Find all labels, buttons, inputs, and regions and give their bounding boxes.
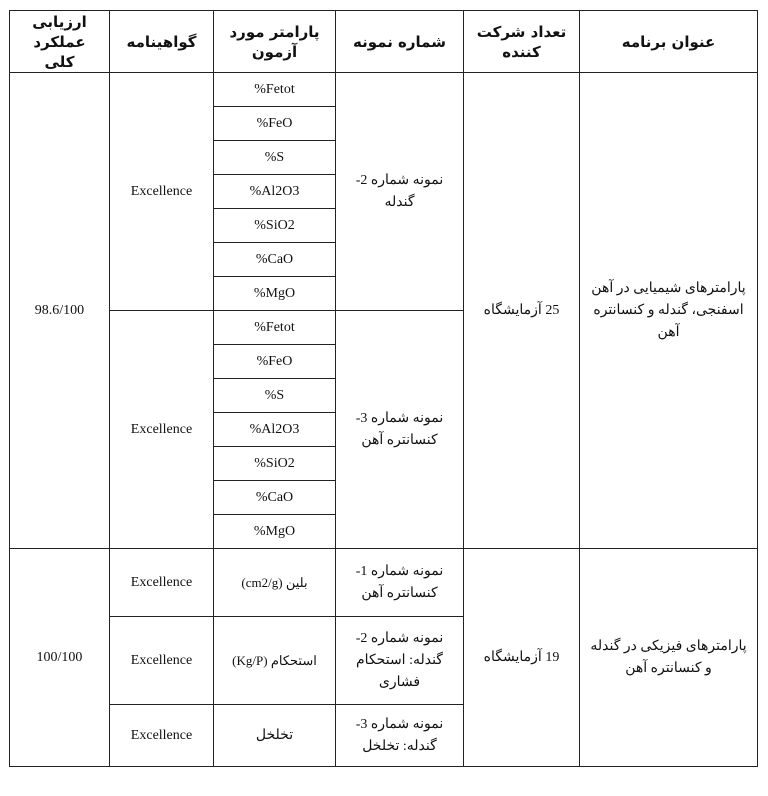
parameter-cell: %CaO xyxy=(214,243,336,277)
parameter-cell: استحکام (Kg/P) xyxy=(214,617,336,705)
participants-cell-1: 25 آزمایشگاه xyxy=(464,73,580,549)
sample-number-cell: نمونه شماره 2- گندله: استحکام فشاری xyxy=(336,617,464,705)
certificate-cell: Excellence xyxy=(110,73,214,311)
certificate-cell: Excellence xyxy=(110,311,214,549)
header-sample-number: شماره نمونه xyxy=(336,11,464,73)
certificate-cell: Excellence xyxy=(110,705,214,767)
parameter-cell: %SiO2 xyxy=(214,209,336,243)
table-row xyxy=(10,549,758,617)
program-title-1: پارامترهای شیمیایی در آهن اسفنجی، گندله و کنسانتره آهن xyxy=(580,73,758,549)
participants-cell-2: 19 آزمایشگاه xyxy=(464,549,580,767)
parameter-cell: %Fetot xyxy=(214,73,336,107)
sample-number-cell: نمونه شماره 2- گندله xyxy=(336,73,464,311)
parameter-cell: %MgO xyxy=(214,515,336,549)
parameter-cell: %CaO xyxy=(214,481,336,515)
certificate-cell: Excellence xyxy=(110,549,214,617)
program-title-2: پارامترهای فیزیکی در گندله و کنسانتره آهن xyxy=(580,549,758,767)
parameter-cell: %FeO xyxy=(214,107,336,141)
table-row xyxy=(10,73,758,107)
parameter-cell: %S xyxy=(214,379,336,413)
overall-score-1: 98.6/100 xyxy=(10,73,110,549)
header-row xyxy=(10,11,758,73)
parameter-cell: %Fetot xyxy=(214,311,336,345)
certificate-cell: Excellence xyxy=(110,617,214,705)
overall-score-2: 100/100 xyxy=(10,549,110,767)
parameter-cell: %FeO xyxy=(214,345,336,379)
parameter-cell: %MgO xyxy=(214,277,336,311)
parameter-cell: %S xyxy=(214,141,336,175)
sample-number-cell: نمونه شماره 3- کنسانتره آهن xyxy=(336,311,464,549)
parameter-cell: %Al2O3 xyxy=(214,175,336,209)
header-participants: تعداد شرکت کننده xyxy=(464,11,580,73)
header-parameter: پارامتر مورد آزمون xyxy=(214,11,336,73)
parameter-cell: %Al2O3 xyxy=(214,413,336,447)
sample-number-cell: نمونه شماره 3- گندله: تخلخل xyxy=(336,705,464,767)
header-certificate: گواهینامه xyxy=(110,11,214,73)
sample-number-cell: نمونه شماره 1- کنسانتره آهن xyxy=(336,549,464,617)
results-table xyxy=(9,10,758,767)
parameter-cell: تخلخل xyxy=(214,705,336,767)
header-program-title: عنوان برنامه xyxy=(580,11,758,73)
parameter-cell: بلین (cm2/g) xyxy=(214,549,336,617)
parameter-cell: %SiO2 xyxy=(214,447,336,481)
header-overall: ارزیابی عملکرد کلی xyxy=(10,11,110,73)
